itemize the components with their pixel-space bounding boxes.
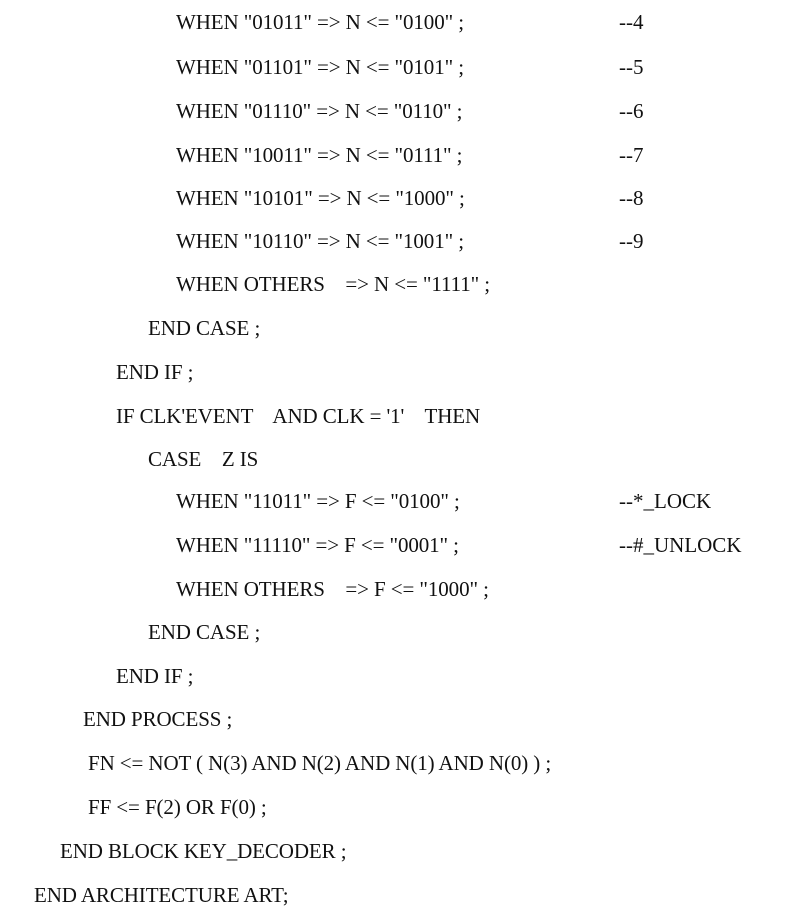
code-line: WHEN "11110" => F <= "0001" ; — [176, 533, 459, 557]
code-line: END BLOCK KEY_DECODER ; — [60, 839, 347, 863]
code-line: WHEN OTHERS => F <= "1000" ; — [176, 577, 489, 601]
code-line: WHEN "11011" => F <= "0100" ; — [176, 489, 460, 513]
code-line: WHEN "10101" => N <= "1000" ; — [176, 186, 465, 210]
code-line: END IF ; — [116, 664, 194, 688]
code-comment: --*_LOCK — [619, 489, 712, 513]
code-comment: --8 — [619, 186, 644, 210]
code-line: WHEN OTHERS => N <= "1111" ; — [176, 272, 490, 296]
code-line: IF CLK'EVENT AND CLK = '1' THEN — [116, 404, 481, 428]
code-line: END PROCESS ; — [83, 707, 233, 731]
code-line: WHEN "10011" => N <= "0111" ; — [176, 143, 463, 167]
code-comment: --6 — [619, 99, 644, 123]
code-comment: --#_UNLOCK — [619, 533, 742, 557]
code-line: END ARCHITECTURE ART; — [34, 883, 289, 907]
code-line: WHEN "01110" => N <= "0110" ; — [176, 99, 463, 123]
code-line: FF <= F(2) OR F(0) ; — [88, 795, 267, 819]
code-line: WHEN "01011" => N <= "0100" ; — [176, 10, 464, 34]
code-line: END IF ; — [116, 360, 194, 384]
code-comment: --7 — [619, 143, 644, 167]
code-line: END CASE ; — [148, 316, 261, 340]
code-line: WHEN "01101" => N <= "0101" ; — [176, 55, 464, 79]
code-line: FN <= NOT ( N(3) AND N(2) AND N(1) AND N(0) ) ; — [88, 751, 552, 775]
code-line: END CASE ; — [148, 620, 261, 644]
code-comment: --5 — [619, 55, 644, 79]
code-comment: --9 — [619, 229, 644, 253]
code-comment: --4 — [619, 10, 644, 34]
code-line: WHEN "10110" => N <= "1001" ; — [176, 229, 464, 253]
code-line: CASE Z IS — [148, 447, 259, 471]
